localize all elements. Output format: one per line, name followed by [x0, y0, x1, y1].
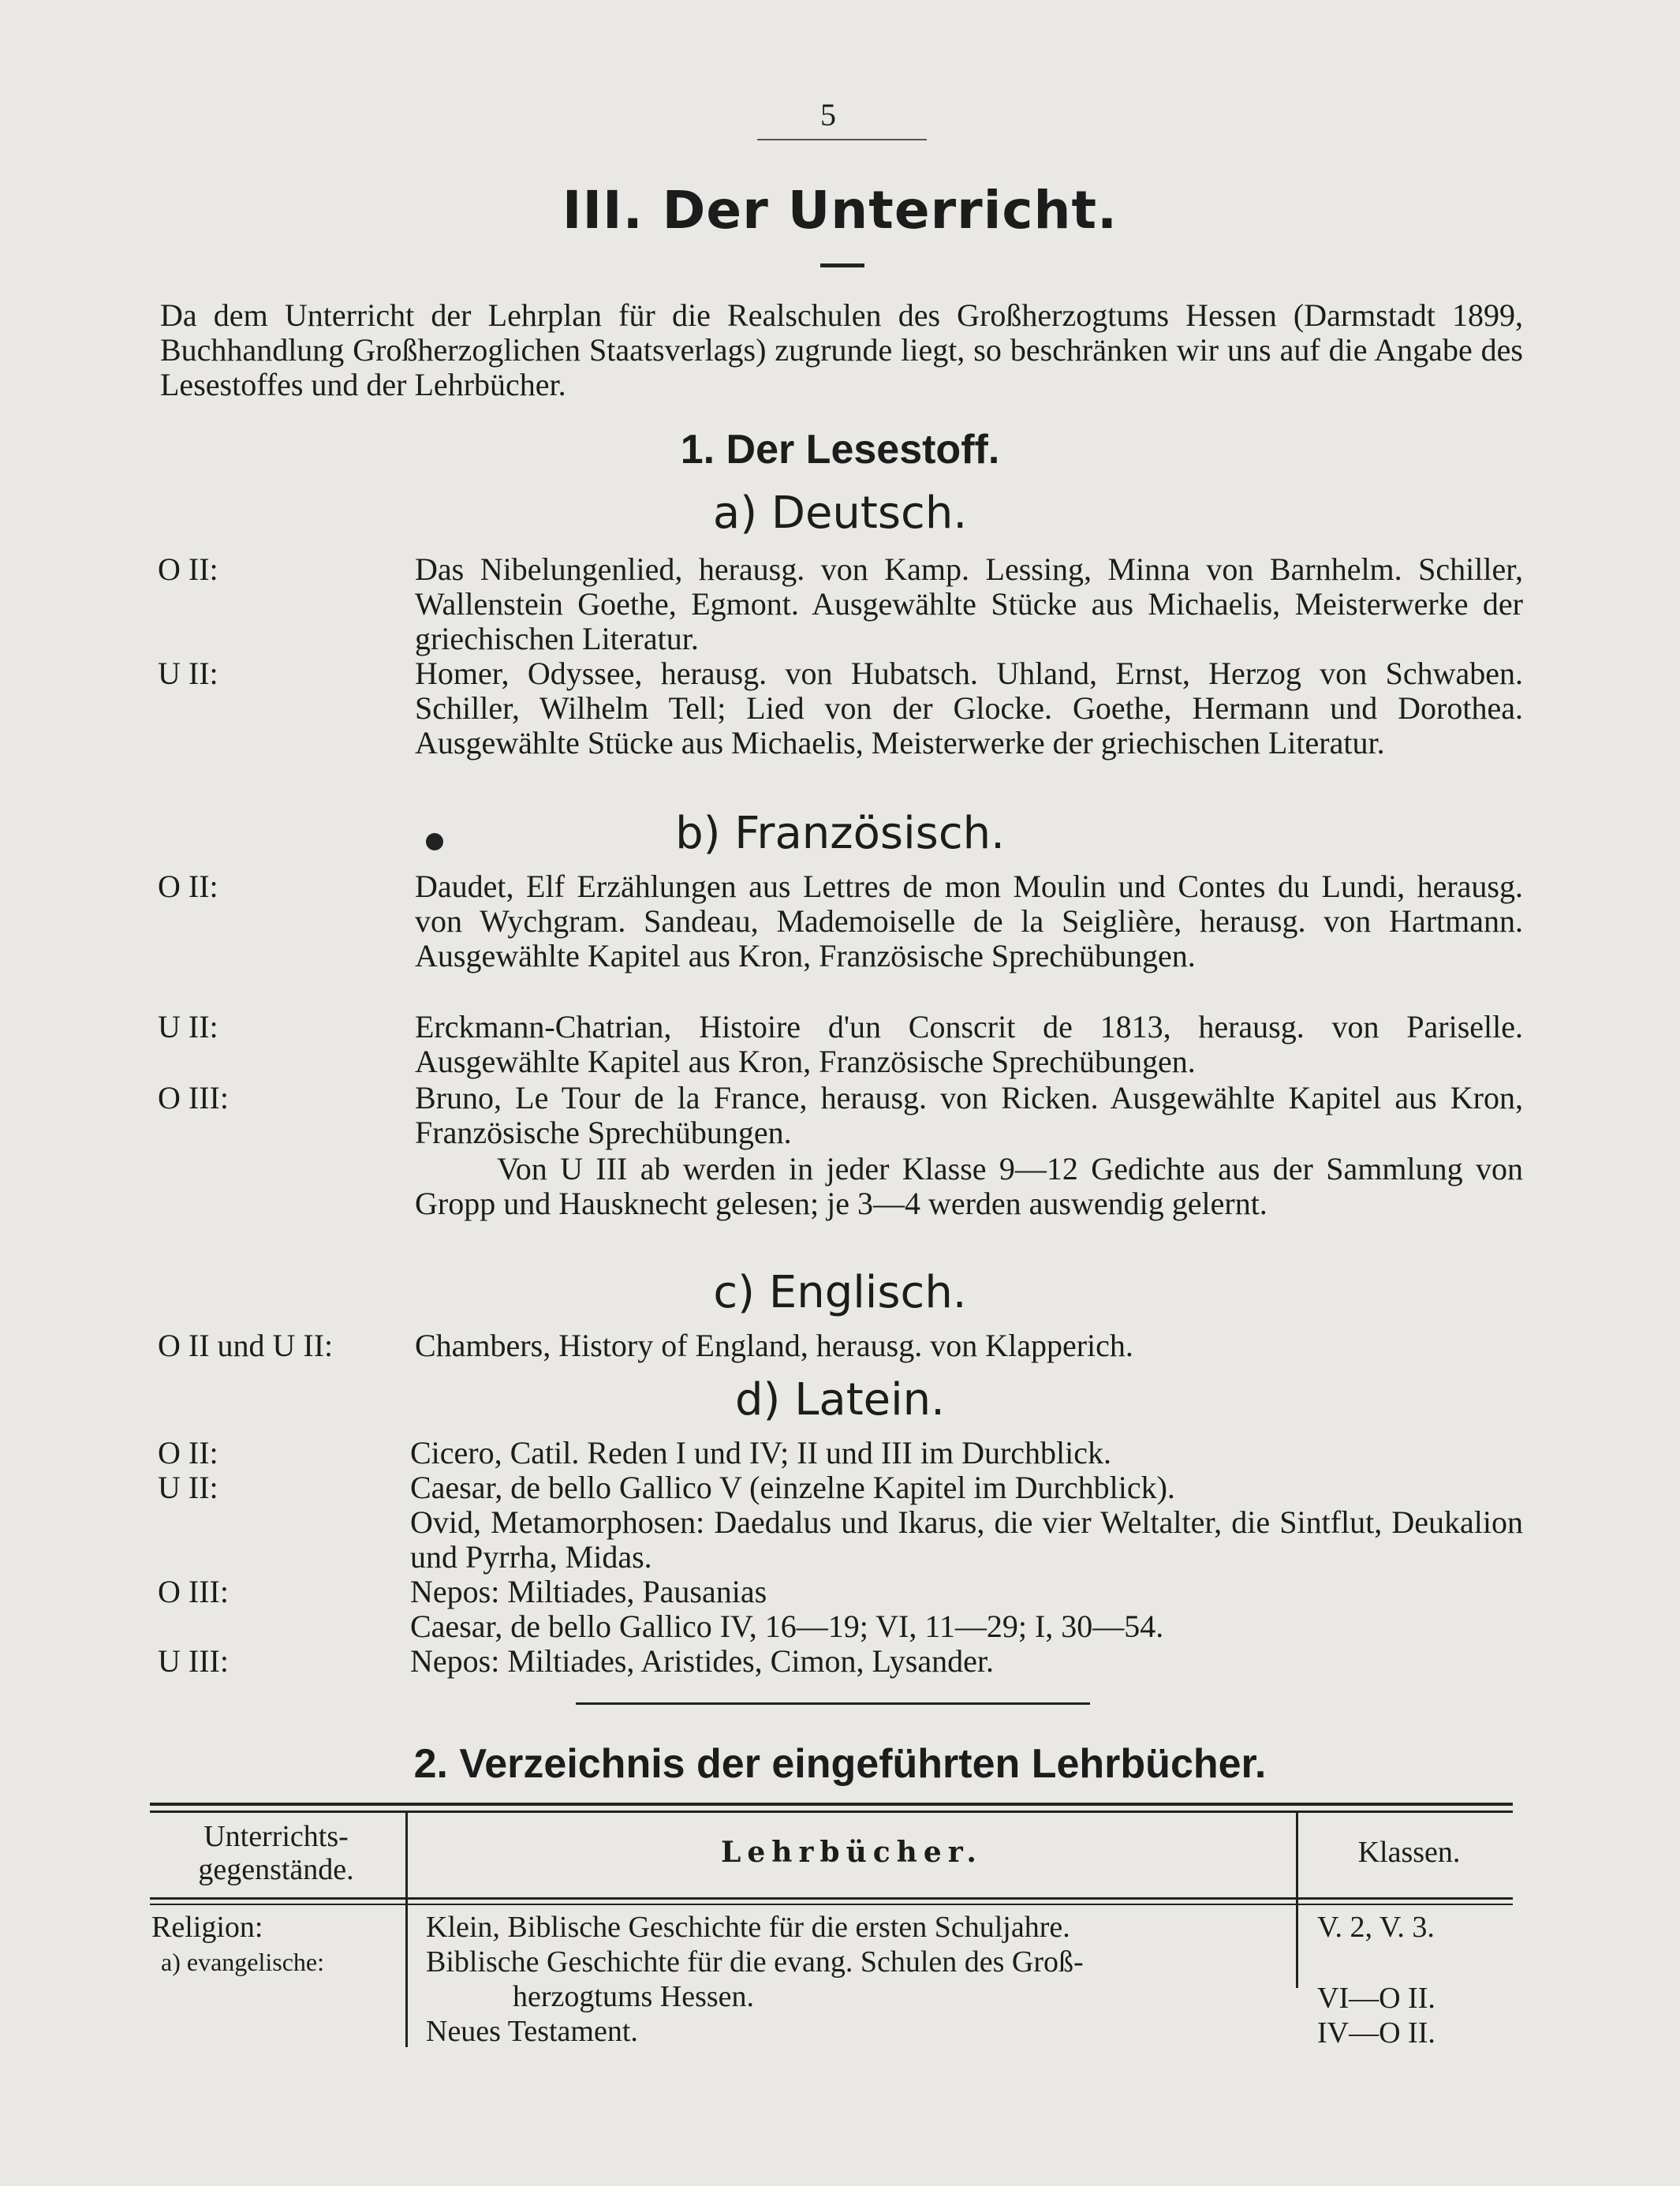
class-label: U III:	[158, 1643, 229, 1679]
reading-text: Homer, Odyssee, herausg. von Hubatsch. Uhland, Ernst, Herzog von Schwaben. Schiller, Wilhelm Tell; Lied von der Glocke. Goethe, Hermann und Dorothea. Ausgewählte Stücke aus Michaelis, Meisterwerke der griechischen Literatur.	[415, 656, 1523, 760]
class-label: O III:	[158, 1080, 229, 1115]
section2-heading: 2. Verzeichnis der eingeführten Lehrbücher.	[413, 1741, 1267, 1787]
class-label: U II:	[158, 1470, 218, 1505]
column-divider	[1296, 1813, 1298, 1988]
title-rule	[820, 263, 864, 267]
reading-text: Chambers, History of England, herausg. von Klapperich.	[415, 1328, 1133, 1363]
reading-text: Das Nibelungenlied, herausg. von Kamp. Lessing, Minna von Barnhelm. Schiller, Wallenstein Goethe, Egmont. Ausgewählte Stücke aus Michaelis, Meisterwerke der griechischen Literatur.	[415, 551, 1523, 656]
table-rule	[150, 1803, 1513, 1806]
class-label: O II:	[158, 869, 218, 904]
classes-cell: VI—O II.	[1317, 1982, 1435, 2015]
intro-paragraph: Da dem Unterricht der Lehrplan für die Realschulen des Großherzogtums Hessen (Darmstadt 1899, Buchhandlung Großherzoglichen Staatsverlags) zugrunde liegt, so beschränken wir uns auf die Angabe des Lesestoffes und der Lehrbücher.	[160, 297, 1523, 402]
table-rule	[150, 1897, 1513, 1900]
class-label: U II:	[158, 656, 218, 691]
class-label: U II:	[158, 1009, 218, 1044]
table-rule	[150, 1810, 1513, 1813]
reading-text: Nepos: Miltiades, Pausanias	[410, 1574, 767, 1609]
class-label: O II und U II:	[158, 1328, 334, 1363]
reading-text: Cicero, Catil. Reden I und IV; II und III im Durchblick.	[410, 1435, 1112, 1470]
franzoesisch-note: Von U III ab werden in jeder Klasse 9—12 Gedichte aus der Sammlung von Gropp und Hausknecht gelesen; je 3—4 werden auswendig gelernt.	[415, 1151, 1523, 1221]
subsubject-cell: a) evangelische:	[161, 1948, 324, 1976]
reading-text: Caesar, de bello Gallico IV, 16—19; VI, 11—29; I, 30—54.	[410, 1609, 1164, 1644]
class-label: O III:	[158, 1574, 229, 1609]
header-classes: Klassen.	[1357, 1836, 1461, 1869]
reading-text: Daudet, Elf Erzählungen aus Lettres de mon Moulin und Contes du Lundi, herausg. von Wychgram. Sandeau, Mademoiselle de la Seiglière, herausg. von Hartmann. Ausgewählte Kapitel aus Kron, Französische Sprechübungen.	[415, 869, 1523, 973]
section-divider	[576, 1702, 1090, 1705]
header-books: Lehrbücher.	[721, 1836, 983, 1869]
latein-heading: d) Latein.	[735, 1374, 945, 1426]
book-cell: herzogtums Hessen.	[513, 1980, 755, 2013]
reading-text: Bruno, Le Tour de la France, herausg. von Ricken. Ausgewählte Kapitel aus Kron, Französische Sprechübungen.	[415, 1080, 1523, 1150]
book-cell: Biblische Geschichte für die evang. Schulen des Groß-	[426, 1945, 1084, 1979]
reading-text: Ovid, Metamorphosen: Daedalus und Ikarus, die vier Weltalter, die Sintflut, Deukalion und Pyrrha, Midas.	[410, 1504, 1523, 1575]
section1-heading: 1. Der Lesestoff.	[680, 427, 1000, 473]
class-label: O II:	[158, 551, 218, 587]
book-cell: Neues Testament.	[426, 2015, 638, 2048]
reading-text: Erckmann-Chatrian, Histoire d'un Conscrit de 1813, herausg. von Pariselle. Ausgewählte Kapitel aus Kron, Französische Sprechübungen.	[415, 1009, 1523, 1079]
class-label: O II:	[158, 1435, 218, 1470]
textbook-table	[150, 1803, 1513, 2050]
page-number-rule	[757, 139, 927, 140]
header-subjects: Unterrichts-gegenstände.	[198, 1820, 354, 1886]
chapter-title: III. Der Unterricht.	[562, 180, 1118, 241]
page-number: 5	[820, 97, 836, 133]
table-rule	[150, 1904, 1513, 1905]
column-divider	[405, 1813, 408, 2047]
englisch-heading: c) Englisch.	[713, 1267, 967, 1318]
reading-text: Nepos: Miltiades, Aristides, Cimon, Lysander.	[410, 1643, 994, 1679]
book-cell: Klein, Biblische Geschichte für die ersten Schuljahre.	[426, 1911, 1070, 1944]
deutsch-heading: a) Deutsch.	[712, 488, 968, 539]
franzoesisch-heading: b) Französisch.	[675, 808, 1005, 859]
classes-cell: IV—O II.	[1317, 2016, 1435, 2050]
reading-text: Caesar, de bello Gallico V (einzelne Kapitel im Durchblick).	[410, 1470, 1175, 1505]
subject-cell: Religion:	[151, 1911, 263, 1944]
classes-cell: V. 2, V. 3.	[1317, 1911, 1435, 1944]
